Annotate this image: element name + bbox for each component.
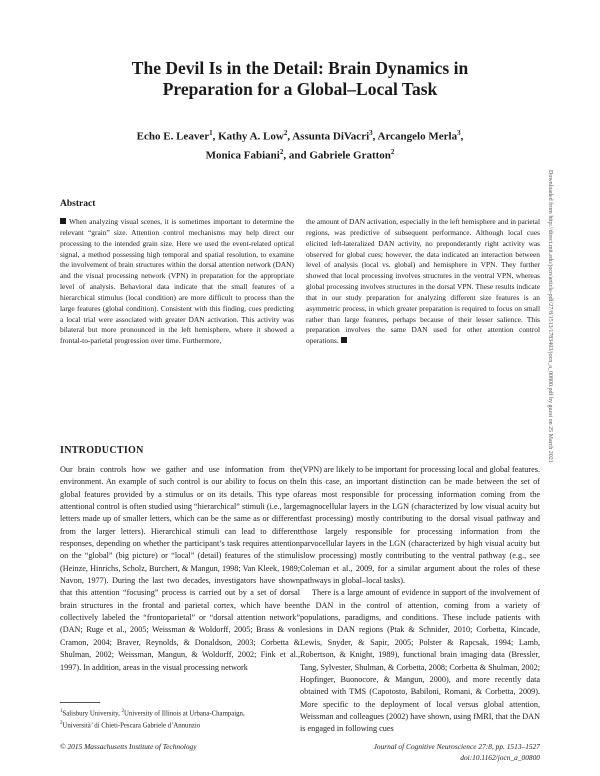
author-list — [60, 126, 540, 163]
author-affiliation-mark: 2 — [283, 129, 288, 137]
doi-link[interactable]: doi:10.1162/jocn_a_00800 — [460, 752, 540, 762]
abstract-heading: Abstract — [60, 199, 96, 209]
intro-right-column — [300, 464, 540, 736]
author-affiliation-mark: 1 — [209, 129, 213, 137]
journal-citation — [374, 742, 540, 763]
author-affiliation-mark: 3 — [369, 129, 373, 137]
footnote-divider — [60, 702, 100, 703]
abstract-start-marker-icon — [60, 218, 66, 224]
abstract-right-text: the amount of DAN activation, especially in the left hemisphere and in parietal regions, was predictive of subsequent performance. Although local cues elicited left-lateralized DAN activity, no preponderantly right activity was observed for global cues; however, the data indicated an interaction between level of analysis (local vs. global) and hemisphere in VPN. They further showed that local processing involves structures in the ventral VPN, whereas global processing involves structures in the dorsal VPN. These results indicate that in our study preparation for analyzing different size features is an asymmetric process, in which greater preparation is required to focus on small rather than large features, perhaps because of their lesser salience. This preparation involves the same DAN used for other attention control operations. — [306, 217, 540, 346]
intro-paragraph: (VPN) are likely to be important for processing local and global features. In this case, an important distinction can be made between the set of areas most responsible for processing information coming from the magnocellular layers in the LGN (characterized by low visual acuity but fast processing) mostly contributing to the dorsal visual pathway and those largely responsible for processing information from the parvocellular layers in the LGN (characterized by high visual acuity but slow processing) mostly contributing to the ventral pathway (e.g., see Coleman et al., 2009, for a similar argument about the roles of these pathways in global–local tasks). — [300, 465, 540, 586]
download-watermark: Downloaded from http://direct.mit.edu/jocn/article-pdf/27/8/1513/1783403/jocn_a_00800.pdf by guest on 25 March 2021 — [547, 170, 553, 463]
intro-paragraph: There is a large amount of evidence in support of the involvement of the DAN in the control of attention, coming from a variety of populations, paradigms, and conditions. These include patients with lesions in DAN regions (Ptak & Schnider, 2010; Corbetta, Kincade, Lewis, Snyder, & Sapir, 2005; Polster & Rapcsak, 1994; Lamb, Robertson, & Knight, 1989), functional brain imaging data (Bressler, Tang, Sylvester, Shulman, & Corbetta, 2008; Corbetta & Shulman, 2002; Hopfinger, Buonocore, & Mangun, 2000), and more recently data obtained with TMS (Capotosto, Babiloni, Romani, & Corbetta, 2009). More specific to the deployment of local versus global attention, Weissman and colleagues (2002) have shown, using fMRI, that the DAN is engaged in following cues — [300, 588, 540, 734]
author-affiliation-mark: 2 — [279, 147, 284, 156]
author-line-1: Echo E. Leaver$^1$, Kathy A. Low$^2$, Assunta DiVacri$^3$, Arcangelo Merla$^3$, — [136, 129, 464, 143]
title-line-1: The Devil Is in the Detail: Brain Dynamics in — [131, 58, 469, 78]
author-name: Arcangelo Merla — [377, 130, 458, 143]
introduction-heading: INTRODUCTION — [60, 445, 144, 456]
author-name: Gabriele Gratton — [309, 149, 391, 162]
affiliation-footnote: $^1$Salisbury University, $^2$University of Illinois at Urbana-Champaign, $^3$Università’ di Chieti-Pescara Gabriele d’Annunzio — [60, 709, 245, 730]
author-line-2: Monica Fabiani$^2$, and Gabriele Gratton$^2$ — [205, 147, 395, 162]
abstract-end-marker-icon — [341, 337, 347, 343]
intro-left-column — [60, 464, 300, 674]
paper-title — [60, 58, 540, 100]
intro-paragraph: Our brain controls how we gather and use information from the environment. An example of such control is our ability to focus on the global features provided by a stimulus or on its details. This type of attentional control is often studied using “hierarchical” stimuli (i.e., large letters made up of smaller letters, which can be the same as or different from the larger letters). Hierarchical stimuli can lead to different responses, depending on whether the participant’s task requires attention on the “global” (big picture) or “local” (detail) features of the stimuli (Heinze, Hinrichs, Scholz, Burchert, & Mangun, 1998; Van Kleek, 1989; Navon, 1977). During the last two decades, investigators have shown that this attention “focusing” process is carried out by a set of dorsal brain structures in the frontal and parietal cortex, which have been collectively labeled the “frontoparietal” or “dorsal attention network” (DAN; Ruge et al., 2005; Weissman & Woldorff, 2005; Brass & von Cramon, 2004; Braver, Reynolds, & Donaldson, 2003; Corbetta & Shulman, 2002; Weissman, Mangun, & Woldorff, 2002; Fink et al., 1997). In addition, areas in the visual processing network — [60, 465, 300, 672]
author-affiliation-mark: 3 — [457, 129, 461, 137]
abstract-right-column — [306, 217, 540, 347]
author-name: Assunta DiVacri — [292, 130, 370, 143]
author-affiliation-mark: 2 — [390, 147, 395, 156]
author-name: Monica Fabiani — [205, 149, 280, 162]
abstract-left-column — [60, 217, 294, 347]
title-line-2: Preparation for a Global–Local Task — [162, 79, 438, 99]
author-name: Echo E. Leaver — [136, 130, 210, 143]
journal-info: Journal of Cognitive Neuroscience 27:8, pp. 1513–1527 — [373, 742, 540, 751]
author-name: Kathy A. Low — [218, 130, 284, 143]
abstract-left-text: When analyzing visual scenes, it is sometimes important to determine the relevant “grain” size. Attention control mechanisms may help direct our processing to the intended grain size. Here we used the event-related optical signal, a method possessing high temporal and spatial resolution, to examine the involvement of brain structures within the dorsal attention network (DAN) and the visual processing network (VPN) in preparation for the appropriate level of analysis. Behavioral data indicate that the small features of a hierarchical stimulus (local condition) are more difficult to process than the large features (global condition). Consistent with this finding, cues predicting a local trial were associated with greater DAN activation. This activity was bilateral but more pronounced in the left hemisphere, where it showed a frontal-to-parietal progression over time. Furthermore, — [60, 217, 294, 346]
copyright-notice: © 2015 Massachusetts Institute of Technology — [60, 742, 197, 751]
